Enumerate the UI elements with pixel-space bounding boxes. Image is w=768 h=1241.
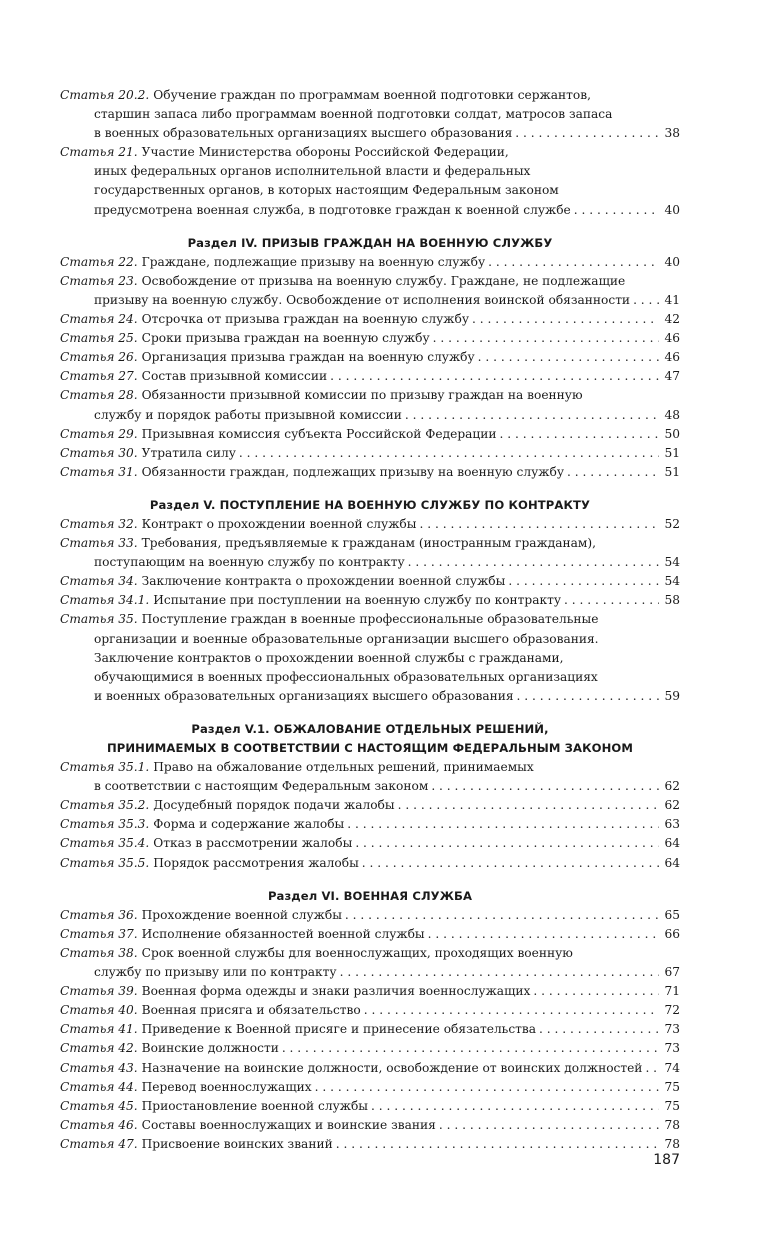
dot-leader [433, 329, 659, 348]
article-label: Статья 24. [60, 312, 138, 327]
dot-leader [315, 1078, 659, 1097]
toc-entry[interactable] [60, 925, 680, 944]
article-title: Составы военнослужащих и воинские звания [141, 1117, 436, 1132]
toc-entry-line [60, 1097, 680, 1116]
dot-leader [508, 572, 659, 591]
page-ref: 51 [664, 445, 680, 460]
page-ref: 46 [664, 331, 680, 346]
toc-entry-line [60, 463, 680, 482]
dot-leader [515, 124, 659, 143]
toc-entry[interactable] [60, 1059, 680, 1078]
article-label: Статья 35.2. [60, 798, 150, 813]
toc-entry-line [60, 591, 680, 610]
toc-entry[interactable] [60, 515, 680, 534]
article-title: в военных образовательных организациях высшего образования [94, 126, 513, 141]
article-label: Статья 39. [60, 984, 138, 999]
article-title: Обучение граждан по программам военной подготовки сержантов, [153, 88, 591, 102]
toc-entry-line [60, 1116, 680, 1135]
article-title: Обязанности призывной комиссии по призыву граждан на военную [141, 388, 583, 403]
toc-entry[interactable] [60, 143, 680, 219]
article-title: и военных образовательных организациях высшего образования [94, 688, 514, 703]
section-gap [60, 706, 680, 720]
toc-entry-line [60, 1001, 680, 1020]
article-label: Статья 35.5. [60, 855, 150, 870]
article-title: службу и порядок работы призывной комиссии [94, 407, 402, 422]
article-title: государственных органов, в которых настоящим Федеральным законом [94, 183, 559, 198]
page-ref: 59 [664, 688, 680, 703]
dot-leader [239, 444, 659, 463]
article-label: Статья 41. [60, 1022, 138, 1037]
toc-entry[interactable] [60, 610, 680, 705]
dot-leader [645, 1059, 659, 1078]
toc-entry[interactable] [60, 329, 680, 348]
dot-leader [633, 291, 659, 310]
dot-leader [355, 834, 659, 853]
toc-entry-line [60, 963, 680, 982]
article-label: Статья 47. [60, 1136, 138, 1151]
section-heading: Раздел VI. ВОЕННАЯ СЛУЖБА [267, 888, 473, 903]
dot-leader [330, 367, 659, 386]
toc-entry-line [60, 1039, 680, 1058]
article-label: Статья 35.4. [60, 836, 150, 851]
toc-entry-line [60, 348, 680, 367]
toc-entry-line [60, 181, 680, 200]
toc-entry[interactable] [60, 854, 680, 873]
article-label: Статья 37. [60, 926, 138, 941]
article-title: службу по призыву или по контракту [94, 965, 337, 980]
toc-entry[interactable] [60, 1039, 680, 1058]
toc-entry-line [60, 796, 680, 815]
article-title: Порядок рассмотрения жалобы [153, 855, 359, 870]
article-label: Статья 22. [60, 254, 138, 269]
dot-leader [478, 348, 659, 367]
toc-entry[interactable] [60, 944, 680, 982]
page-ref: 51 [664, 464, 680, 479]
dot-leader [408, 553, 659, 572]
article-label: Статья 32. [60, 516, 138, 531]
page-ref: 50 [664, 426, 680, 441]
dot-leader [419, 515, 659, 534]
page-ref: 73 [664, 1041, 680, 1056]
dot-leader [362, 854, 659, 873]
dot-leader [405, 406, 659, 425]
page-ref: 65 [664, 907, 680, 922]
dot-leader [340, 963, 659, 982]
toc-entry-line [60, 777, 680, 796]
section-gap [60, 220, 680, 234]
article-title: Призывная комиссия субъекта Российской Федерации [141, 426, 497, 441]
page-number: 187 [653, 1152, 680, 1168]
article-label: Статья 25. [60, 331, 138, 346]
toc-entry-line [60, 649, 680, 668]
article-label: Статья 43. [60, 1060, 138, 1075]
article-title: Организация призыва граждан на военную службу [141, 350, 475, 365]
article-label: Статья 27. [60, 369, 138, 384]
toc-entry-line [60, 124, 680, 143]
page-ref: 40 [664, 254, 680, 269]
article-label: Статья 21. [60, 145, 138, 160]
dot-leader [428, 925, 659, 944]
section-gap [60, 482, 680, 496]
toc-entry[interactable] [60, 272, 680, 310]
article-label: Статья 36. [60, 907, 138, 922]
page-ref: 64 [664, 855, 680, 870]
article-title: Освобождение от призыва на военную службу. Граждане, не подлежащие [141, 273, 626, 288]
toc-entry-line [60, 329, 680, 348]
article-title: Форма и содержание жалобы [153, 817, 345, 832]
toc-entry[interactable] [60, 906, 680, 925]
article-label: Статья 33. [60, 536, 138, 551]
page-ref: 63 [664, 817, 680, 832]
toc-entry[interactable] [60, 796, 680, 815]
article-title: иных федеральных органов исполнительной власти и федеральных [94, 164, 531, 179]
toc-entry[interactable] [60, 834, 680, 853]
dot-leader [574, 201, 659, 220]
toc-entry[interactable] [60, 1078, 680, 1097]
toc-entry[interactable] [60, 310, 680, 329]
page-ref: 75 [664, 1079, 680, 1094]
toc-entry[interactable] [60, 572, 680, 591]
section-heading: Раздел V.1. ОБЖАЛОВАНИЕ ОТДЕЛЬНЫХ РЕШЕНИЙ, [191, 721, 549, 736]
page-ref: 41 [664, 292, 680, 307]
dot-leader [500, 425, 660, 444]
article-title: Участие Министерства обороны Российской Федерации, [141, 145, 509, 160]
toc-entry-line [60, 668, 680, 687]
article-label: Статья 35. [60, 612, 138, 627]
article-title: Приостановление военной службы [141, 1098, 368, 1113]
article-label: Статья 28. [60, 388, 138, 403]
toc-entry-line [60, 944, 680, 963]
page-ref: 66 [664, 926, 680, 941]
toc-entry[interactable] [60, 758, 680, 796]
article-title: обучающимися в военных профессиональных образовательных организациях [94, 669, 598, 684]
page-ref: 46 [664, 350, 680, 365]
article-title: Испытание при поступлении на военную службу по контракту [153, 593, 562, 608]
dot-leader [567, 463, 659, 482]
article-title: Исполнение обязанностей военной службы [141, 926, 425, 941]
toc-entry-line [60, 143, 680, 162]
dot-leader [282, 1039, 659, 1058]
toc-entry[interactable] [60, 1097, 680, 1116]
page-ref: 78 [664, 1117, 680, 1132]
toc-entry[interactable] [60, 386, 680, 424]
toc-entry-line [60, 906, 680, 925]
dot-leader [488, 253, 659, 272]
article-title: Требования, предъявляемые к гражданам (иностранным гражданам), [141, 536, 597, 551]
page-ref: 54 [664, 574, 680, 589]
article-title: Присвоение воинских званий [141, 1136, 333, 1151]
toc-entry-line [60, 105, 680, 124]
article-label: Статья 34.1. [60, 593, 150, 608]
toc-entry-line [60, 815, 680, 834]
dot-leader [364, 1001, 659, 1020]
page-ref: 67 [664, 965, 680, 980]
article-title: Контракт о прохождении военной службы [141, 516, 417, 531]
toc-entry-line [60, 630, 680, 649]
page-ref: 47 [664, 369, 680, 384]
article-title: Утратила силу [141, 445, 236, 460]
article-title: в соответствии с настоящим Федеральным законом [94, 779, 429, 794]
toc-entry-line [60, 272, 680, 291]
article-label: Статья 44. [60, 1079, 138, 1094]
toc-entry[interactable] [60, 1001, 680, 1020]
page-ref: 38 [664, 126, 680, 141]
toc-entry-line [60, 1020, 680, 1039]
article-title: поступающим на военную службу по контракту [94, 555, 405, 570]
article-title: Военная присяга и обязательство [141, 1003, 361, 1018]
toc-entry[interactable] [60, 463, 680, 482]
toc-entry-line [60, 1078, 680, 1097]
dot-leader [336, 1135, 659, 1154]
dot-leader [472, 310, 659, 329]
dot-leader [371, 1097, 659, 1116]
article-title: Обязанности граждан, подлежащих призыву на военную службу [141, 464, 564, 479]
article-title: Назначение на воинские должности, освобождение от воинских должностей [141, 1060, 643, 1075]
article-label: Статья 35.3. [60, 817, 150, 832]
article-title: Приведение к Военной присяге и принесение обязательства [141, 1022, 537, 1037]
toc-entry-line [60, 1135, 680, 1154]
article-title: Срок военной службы для военнослужащих, проходящих военную [141, 945, 573, 960]
toc-entry-line [60, 162, 680, 181]
toc-entry[interactable] [60, 1020, 680, 1039]
article-label: Статья 34. [60, 574, 138, 589]
article-label: Статья 26. [60, 350, 138, 365]
article-label: Статья 29. [60, 426, 138, 441]
article-title: призыву на военную службу. Освобождение от исполнения воинской обязанности [94, 292, 631, 307]
page-ref: 58 [664, 593, 680, 608]
page-ref: 78 [664, 1136, 680, 1151]
article-title: Досудебный порядок подачи жалобы [153, 798, 395, 813]
dot-leader [539, 1020, 659, 1039]
toc-entry[interactable] [60, 86, 680, 143]
section-heading: ПРИНИМАЕМЫХ В СООТВЕТСТВИИ С НАСТОЯЩИМ ФЕДЕРАЛЬНЫМ ЗАКОНОМ [106, 741, 634, 755]
toc-entry[interactable] [60, 444, 680, 463]
toc-entry-line [60, 86, 680, 105]
toc-entry[interactable] [60, 1116, 680, 1135]
dot-leader [439, 1116, 659, 1135]
toc-entry[interactable] [60, 591, 680, 610]
toc-entry-line [60, 253, 680, 272]
toc-entry-line [60, 425, 680, 444]
toc-entry-line [60, 291, 680, 310]
toc-entry-line [60, 553, 680, 572]
article-title: Заключение контрактов о прохождении военной службы с гражданами, [94, 650, 564, 665]
article-title: Заключение контракта о прохождении военной службы [141, 574, 506, 589]
toc-entry-line [60, 534, 680, 553]
toc-entry-line [60, 982, 680, 1001]
page-ref: 74 [664, 1060, 680, 1075]
article-label: Статья 31. [60, 464, 138, 479]
toc-entry-line [60, 367, 680, 386]
article-label: Статья 35.1. [60, 760, 150, 775]
toc-entry[interactable] [60, 815, 680, 834]
article-title: предусмотрена военная служба, в подготовке граждан к военной службе [94, 202, 571, 217]
dot-leader [533, 982, 659, 1001]
toc-entry[interactable] [60, 425, 680, 444]
article-title: старшин запаса либо программам военной подготовки солдат, матросов запаса [94, 107, 613, 122]
toc-entry-line [60, 854, 680, 873]
article-title: Право на обжалование отдельных решений, принимаемых [153, 760, 534, 775]
article-label: Статья 23. [60, 273, 138, 288]
toc-entry[interactable] [60, 253, 680, 272]
page-ref: 72 [664, 1003, 680, 1018]
article-label: Статья 30. [60, 445, 138, 460]
page-ref: 40 [664, 202, 680, 217]
dot-leader [564, 591, 659, 610]
toc-entry[interactable] [60, 534, 680, 572]
article-label: Статья 40. [60, 1003, 138, 1018]
toc-entry-line [60, 515, 680, 534]
toc-entry-line [60, 687, 680, 706]
toc-entry[interactable] [60, 348, 680, 367]
article-title: Поступление граждан в военные профессиональные образовательные [141, 612, 599, 627]
article-title: Отказ в рассмотрении жалобы [153, 836, 353, 851]
article-title: Отсрочка от призыва граждан на военную службу [141, 312, 470, 327]
section-heading: Раздел V. ПОСТУПЛЕНИЕ НА ВОЕННУЮ СЛУЖБУ ПО КОНТРАКТУ [149, 497, 591, 512]
toc-entry-line [60, 834, 680, 853]
table-of-contents [60, 86, 680, 1154]
article-label: Статья 46. [60, 1117, 138, 1132]
page-ref: 62 [664, 779, 680, 794]
toc-entry-line [60, 386, 680, 405]
toc-entry-line [60, 444, 680, 463]
toc-entry-line [60, 310, 680, 329]
toc-entry[interactable] [60, 367, 680, 386]
page-ref: 64 [664, 836, 680, 851]
article-label: Статья 45. [60, 1098, 138, 1113]
toc-entry-line [60, 758, 680, 777]
article-title: организации и военные образовательные организации высшего образования. [94, 631, 599, 646]
article-title: Граждане, подлежащие призыву на военную службу [141, 254, 486, 269]
article-title: Состав призывной комиссии [141, 369, 328, 384]
toc-entry-line [60, 610, 680, 629]
page-ref: 75 [664, 1098, 680, 1113]
section-gap [60, 873, 680, 887]
page-ref: 71 [664, 984, 680, 999]
article-label: Статья 42. [60, 1041, 138, 1056]
page-ref: 52 [664, 516, 680, 531]
page-ref: 54 [664, 555, 680, 570]
dot-leader [345, 906, 659, 925]
article-title: Прохождение военной службы [141, 907, 342, 922]
toc-entry-line [60, 201, 680, 220]
toc-entry-line [60, 406, 680, 425]
article-label: Статья 38. [60, 945, 138, 960]
article-title: Сроки призыва граждан на военную службу [141, 331, 430, 346]
dot-leader [431, 777, 659, 796]
toc-entry[interactable] [60, 982, 680, 1001]
dot-leader [517, 687, 659, 706]
article-title: Перевод военнослужащих [141, 1079, 312, 1094]
article-label: Статья 20.2. [60, 88, 150, 102]
article-title: Военная форма одежды и знаки различия военнослужащих [141, 984, 531, 999]
toc-entry[interactable] [60, 1135, 680, 1154]
dot-leader [347, 815, 659, 834]
page-ref: 73 [664, 1022, 680, 1037]
toc-entry-line [60, 1059, 680, 1078]
toc-entry-line [60, 572, 680, 591]
page-ref: 42 [664, 312, 680, 327]
article-title: Воинские должности [141, 1041, 279, 1056]
dot-leader [398, 796, 659, 815]
page-ref: 48 [664, 407, 680, 422]
section-heading: Раздел IV. ПРИЗЫВ ГРАЖДАН НА ВОЕННУЮ СЛУЖБУ [187, 235, 553, 250]
toc-entry-line [60, 925, 680, 944]
page-ref: 62 [664, 798, 680, 813]
